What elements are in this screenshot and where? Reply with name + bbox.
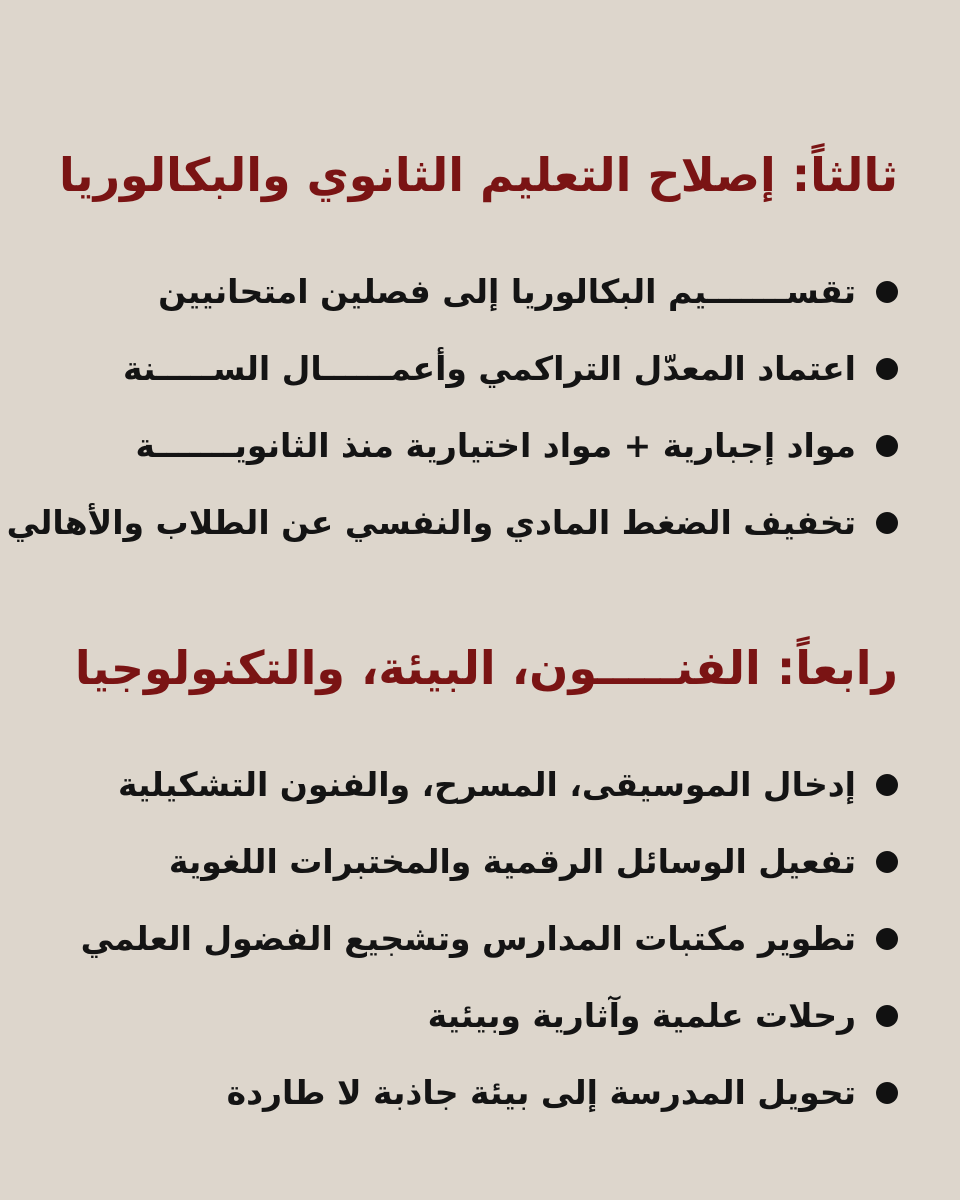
list-item-text: مواد إجبارية + مواد اختيارية منذ الثانويـــــــة — [135, 425, 856, 465]
section-list — [6, 253, 898, 561]
bullet-icon — [876, 512, 898, 534]
bullet-icon — [876, 851, 898, 873]
list-item-text: تحويل المدرسة إلى بيئة جاذبة لا طاردة — [226, 1072, 856, 1112]
list-item-text: تخفيف الضغط المادي والنفسي عن الطلاب والأهالي — [6, 502, 856, 542]
list-item — [40, 330, 898, 407]
bullet-icon — [876, 435, 898, 457]
bullet-icon — [876, 358, 898, 380]
bullet-icon — [876, 1082, 898, 1104]
list-item-text: إدخال الموسيقى، المسرح، والفنون التشكيلية — [117, 764, 856, 804]
section-arts-environment-technology — [40, 628, 898, 1131]
list-item — [40, 746, 898, 823]
list-item-text: تفعيل الوسائل الرقمية والمختبرات اللغوية — [168, 841, 856, 881]
list-item — [6, 484, 898, 561]
list-item — [40, 823, 898, 900]
list-item-text: تطوير مكتبات المدارس وتشجيع الفضول العلمي — [80, 918, 856, 958]
bullet-icon — [876, 774, 898, 796]
bullet-icon — [876, 928, 898, 950]
list-item-text: تقســـــــيم البكالوريا إلى فصلين امتحانيين — [158, 271, 856, 311]
bullet-icon — [876, 1005, 898, 1027]
list-item-text: اعتماد المعدّل التراكمي وأعمــــــال الســـــنة — [123, 348, 856, 388]
section-heading: ثالثاً: إصلاح التعليم الثانوي والبكالوريا — [59, 148, 898, 202]
section-list — [40, 746, 898, 1131]
list-item-text: رحلات علمية وآثارية وبيئية — [427, 995, 856, 1035]
section-secondary-education-reform — [6, 135, 898, 561]
list-item — [40, 977, 898, 1054]
list-item — [40, 900, 898, 977]
section-heading: رابعاً: الفنـــــون، البيئة، والتكنولوجيا — [74, 641, 898, 695]
list-item — [40, 407, 898, 484]
bullet-icon — [876, 281, 898, 303]
list-item — [40, 253, 898, 330]
list-item — [40, 1054, 898, 1131]
